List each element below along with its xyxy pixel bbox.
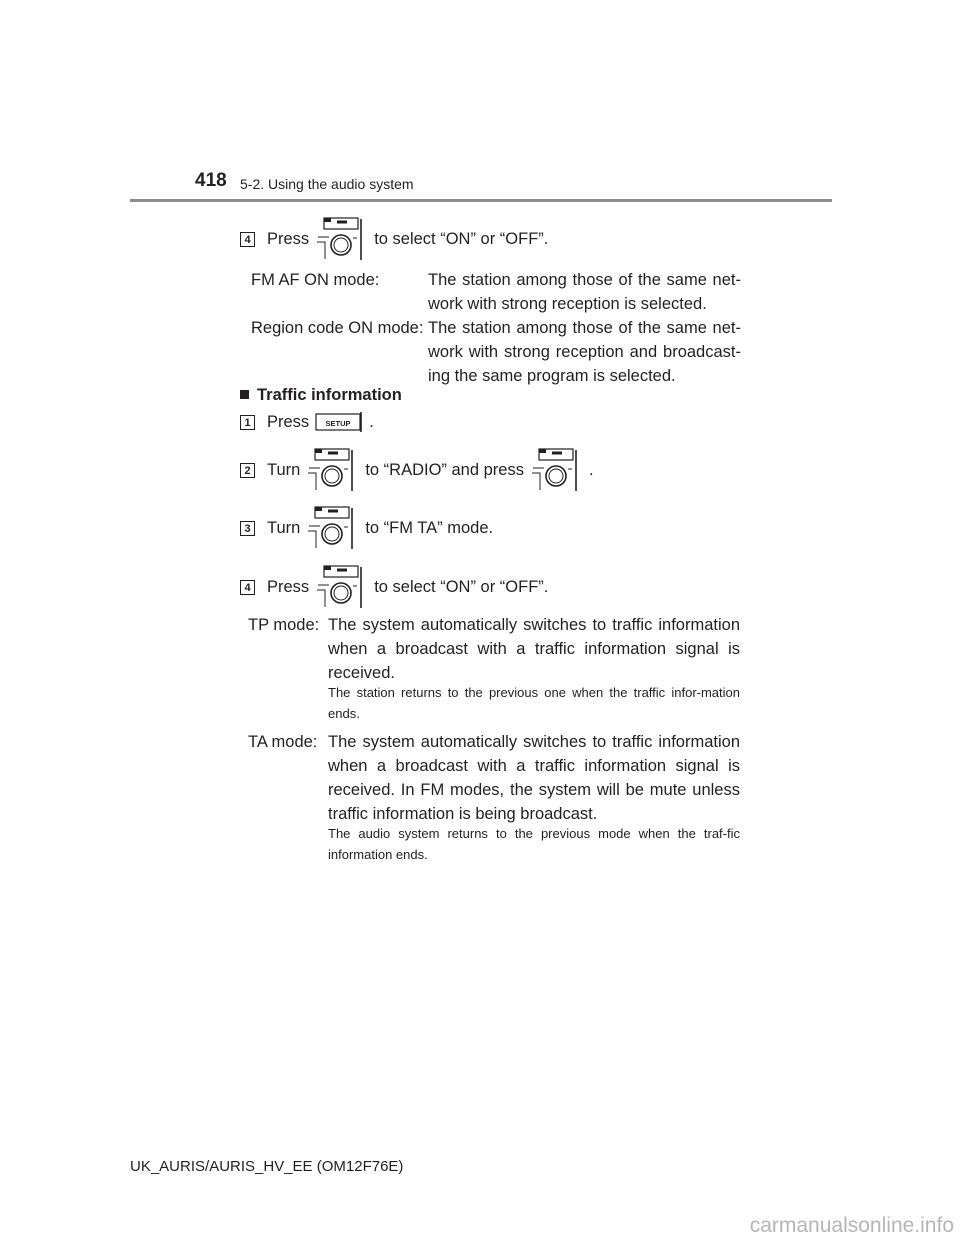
step-text: to “FM TA” mode. — [365, 518, 494, 537]
tune-select-knob-icon — [530, 448, 577, 492]
step-number-badge: 2 — [240, 463, 255, 478]
step-number-badge: 3 — [240, 521, 255, 536]
step-text: Turn — [267, 518, 301, 537]
definition-note: The station returns to the previous one when the traffic infor-mation ends. — [328, 685, 740, 721]
document-footer-code: UK_AURIS/AURIS_HV_EE (OM12F76E) — [130, 1158, 404, 1175]
subsection-heading-text: Traffic information — [257, 386, 402, 404]
step-text: to select “ON” or “OFF”. — [374, 229, 549, 248]
definition-description: The station among those of the same net-work with strong reception and broadcast-ing the same program is selected. — [428, 319, 741, 385]
header-rule — [130, 199, 832, 202]
square-bullet-icon — [240, 390, 249, 399]
section-title: 5-2. Using the audio system — [240, 176, 414, 192]
definition-term: TA mode: — [248, 733, 318, 751]
step-press-setup — [240, 400, 374, 444]
definition-description: The system automatically switches to traffic information when a broadcast with a traffic information signal is received. In FM modes, the system will be mute unless traffic information is being broadcast. — [328, 733, 740, 823]
definition-description: The station among those of the same net-work with strong reception is selected. — [428, 271, 741, 313]
definition-term: TP mode: — [248, 616, 320, 634]
step-turn-radio — [240, 448, 594, 492]
step-text: to select “ON” or “OFF”. — [374, 577, 549, 596]
step-text: to “RADIO” and press — [365, 460, 524, 479]
step-text: Press — [267, 229, 310, 248]
definition-term: FM AF ON mode: — [251, 271, 380, 289]
step-number-badge: 4 — [240, 580, 255, 595]
setup-button-label: SETUP — [325, 419, 351, 428]
definition-description: The system automatically switches to traffic information when a broadcast with a traffic information signal is received. — [328, 616, 740, 682]
definition-note: The audio system returns to the previous mode when the traf-fic information ends. — [328, 826, 740, 862]
step-turn-fm-ta — [240, 506, 493, 550]
step-select-on-off — [240, 565, 548, 609]
page-number: 418 — [195, 170, 227, 191]
step-af-select — [240, 217, 548, 261]
tune-select-knob-icon — [315, 217, 362, 261]
step-number-badge: 4 — [240, 232, 255, 247]
step-text: . — [369, 412, 374, 431]
tune-select-knob-icon — [306, 448, 353, 492]
tune-select-knob-icon — [315, 565, 362, 609]
setup-button-icon — [315, 412, 363, 432]
step-text: Turn — [267, 460, 301, 479]
step-text: Press — [267, 412, 310, 431]
step-number-badge: 1 — [240, 415, 255, 430]
step-text: Press — [267, 577, 310, 596]
definition-term: Region code ON mode: — [251, 319, 424, 337]
watermark-text: carmanualsonline.info — [749, 1214, 954, 1237]
step-text: . — [588, 460, 594, 479]
tune-select-knob-icon — [306, 506, 353, 550]
